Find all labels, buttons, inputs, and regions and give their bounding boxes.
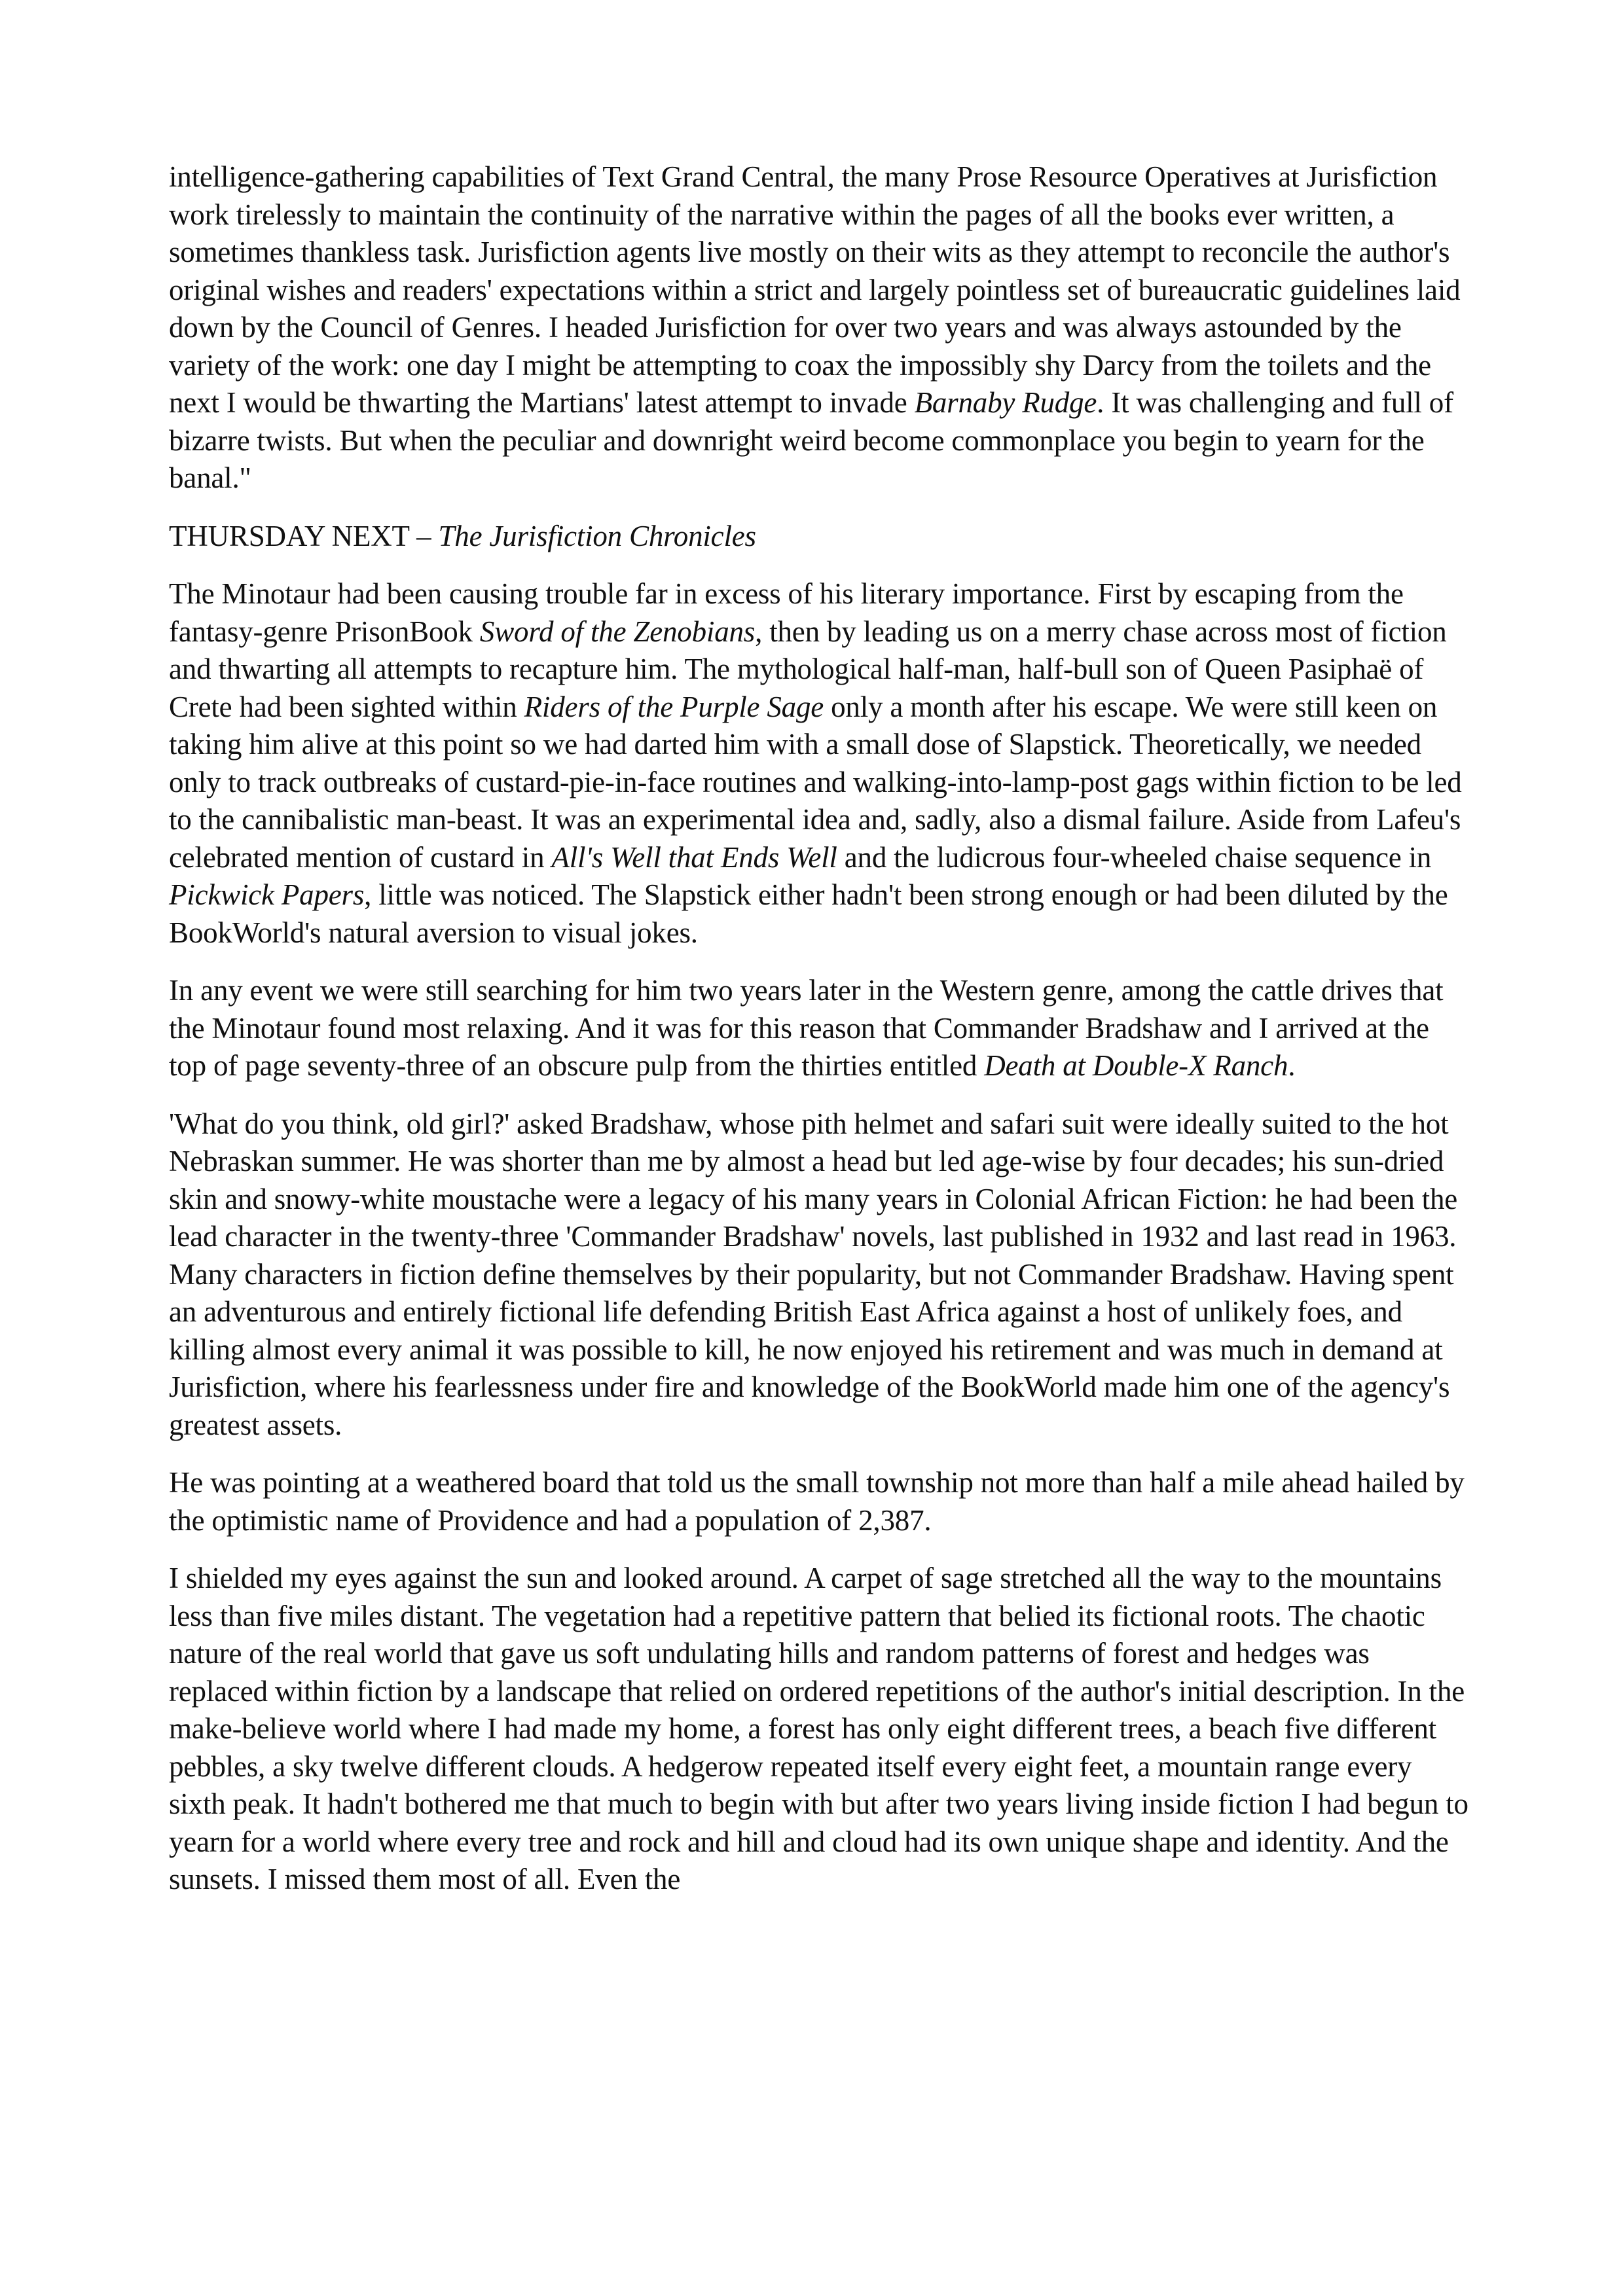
text-run: The Minotaur had been causing trouble far in excess of his literary importance. First by escaping from the fantasy-genre PrisonBook xyxy=(169,577,1404,648)
text-run: He was pointing at a weathered board that told us the small township not more than half a mile ahead hailed by the optimistic name of Providence and had a population of 2,387. xyxy=(169,1466,1465,1537)
text-run: . xyxy=(1288,1049,1296,1082)
paragraph xyxy=(169,158,1472,497)
text-run: , little was noticed. The Slapstick either hadn't been strong enough or had been diluted by the BookWorld's natural aversion to visual jokes. xyxy=(169,878,1448,949)
text-run: only a month after his escape. We were still keen on taking him alive at this point so we had darted him with a small dose of Slapstick. Theoretically, we needed only to track outbreaks of custard-pie-in-face routines and walking-into-lamp-post gags within fiction to be led to the cannibalistic man-beast. It was an experimental idea and, sadly, also a dismal failure. Aside from Lafeu's celebrated mention of custard in xyxy=(169,690,1462,874)
text-run: 'What do you think, old girl?' asked Bradshaw, whose pith helmet and safari suit were ideally suited to the hot Nebraskan summer. He was shorter than me by almost a head but led age-wise by four decades; his sun-dried skin and snowy-white moustache were a legacy of his many years in Colonial African Fiction: he had been the lead character in the twenty-three 'Commander Bradshaw' novels, last published in 1932 and last read in 1963. Many characters in fiction define themselves by their popularity, but not Commander Bradshaw. Having spent an adventurous and entirely fictional life defending British East Africa against a host of unlikely foes, and killing almost every animal it was possible to kill, he now enjoyed his retirement and was much in demand at Jurisfiction, where his fearlessness under fire and knowledge of the BookWorld made him one of the agency's greatest assets. xyxy=(169,1107,1458,1441)
paragraph xyxy=(169,1560,1472,1899)
text-run: , then by leading us on a merry chase across most of fiction and thwarting all attempts to recapture him. The mythological half-man, half-bull son of Queen Pasiphaë of Crete had been sighted within xyxy=(169,615,1447,723)
paragraph xyxy=(169,972,1472,1085)
book-title: Riders of the Purple Sage xyxy=(524,690,824,723)
text-run: I shielded my eyes against the sun and looked around. A carpet of sage stretched all the way to the mountains less than five miles distant. The vegetation had a repetitive pattern that belied its fictional roots. The chaotic nature of the real world that gave us soft undulating hills and random patterns of forest and hedges was replaced within fiction by a landscape that relied on ordered repetitions of the author's initial description. In the make-believe world where I had made my home, a forest has only eight different trees, a beach five different pebbles, a sky twelve different clouds. A hedgerow repeated itself every eight feet, a mountain range every sixth peak. It hadn't bothered me that much to begin with but after two years living inside fiction I had begun to yearn for a world where every tree and rock and hill and cloud had its own unique shape and identity. And the sunsets. I missed them most of all. Even the xyxy=(169,1562,1468,1895)
paragraph xyxy=(169,1105,1472,1444)
paragraph xyxy=(169,1464,1472,1539)
book-title: The Jurisfiction Chronicles xyxy=(438,519,756,552)
page-body xyxy=(169,158,1472,1919)
text-run: and the ludicrous four-wheeled chaise sequence in xyxy=(837,840,1432,874)
text-run: . It was challenging and full of bizarre twists. But when the peculiar and downright weird become commonplace you begin to yearn for the banal." xyxy=(169,386,1453,494)
book-title: All's Well that Ends Well xyxy=(551,840,837,874)
book-title: Barnaby Rudge xyxy=(914,386,1097,419)
text-run: In any event we were still searching for him two years later in the Western genre, among the cattle drives that the Minotaur found most relaxing. And it was for this reason that Commander Bradshaw and I arrived at the top of page seventy-three of an obscure pulp from the thirties entitled xyxy=(169,974,1444,1082)
paragraph xyxy=(169,575,1472,952)
book-title: Sword of the Zenobians xyxy=(479,615,756,648)
book-title: Death at Double-X Ranch xyxy=(984,1049,1288,1082)
text-run: intelligence-gathering capabilities of Text Grand Central, the many Prose Resource Operatives at Jurisfiction work tirelessly to maintain the continuity of the narrative within the pages of all the books ever written, a sometimes thankless task. Jurisfiction agents live mostly on their wits as they attempt to reconcile the author's original wishes and readers' expectations within a strict and largely pointless set of bureaucratic guidelines laid down by the Council of Genres. I headed Jurisfiction for over two years and was always astounded by the variety of the work: one day I might be attempting to coax the impossibly shy Darcy from the toilets and the next I would be thwarting the Martians' latest attempt to invade xyxy=(169,160,1461,419)
book-title: Pickwick Papers xyxy=(169,878,365,911)
attribution xyxy=(169,518,1472,556)
author-name: THURSDAY NEXT – xyxy=(169,519,439,552)
